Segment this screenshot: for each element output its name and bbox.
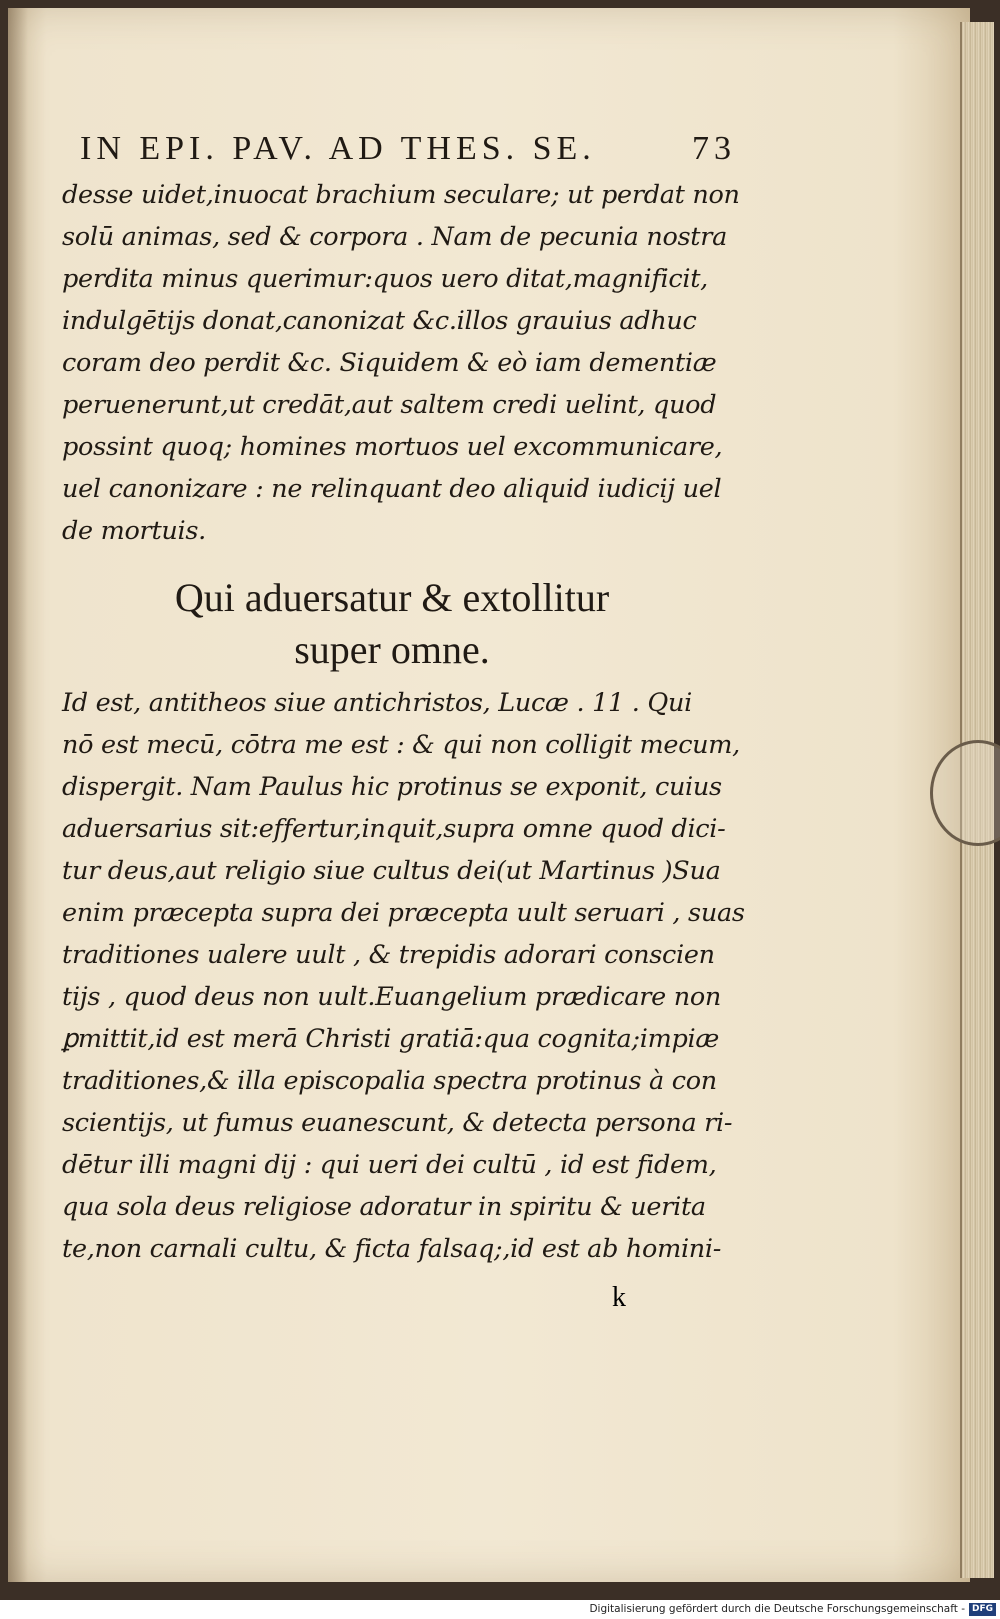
section-heading — [62, 572, 722, 676]
text-line: de mortuis. — [62, 516, 206, 546]
page-text-block — [62, 130, 745, 1270]
text-line: possint quoq; homines mortuos uel excommunicare, — [62, 432, 723, 462]
text-line: scientijs, ut fumus euanescunt, & detecta persona ri- — [62, 1108, 733, 1138]
text-line: solū animas, sed & corpora . Nam de pecunia nostra — [62, 222, 728, 252]
running-head-title: IN EPI. PAV. AD THES. SE. — [80, 130, 596, 167]
text-line: desse uidet,inuocat brachium seculare; ut perdat non — [62, 180, 740, 210]
text-line: tur deus,aut religio siue cultus dei(ut Martinus )Sua — [62, 856, 721, 886]
text-line: nō est mecū, cōtra me est : & qui non colligit mecum, — [62, 730, 740, 760]
text-line: dētur illi magni dij : qui ueri dei cultū , id est fidem, — [62, 1150, 717, 1180]
running-head — [80, 130, 736, 168]
spine-shadow — [8, 8, 28, 1582]
paragraph-bottom — [62, 682, 745, 1270]
text-line: coram deo perdit &c. Siquidem & eò iam dementiæ — [62, 348, 717, 378]
digitization-footer — [0, 1600, 1000, 1619]
text-line: Id est, antitheos siue antichristos, Lucæ . 11 . Qui — [62, 688, 692, 718]
section-heading-line-1: Qui aduersatur & extollitur — [174, 575, 610, 620]
text-line: dispergit. Nam Paulus hic protinus se exponit, cuius — [62, 772, 722, 802]
text-line: tijs , quod deus non uult.Euangelium prædicare non — [62, 982, 722, 1012]
signature-mark: k — [612, 1282, 626, 1313]
text-line: traditiones ualere uult , & trepidis adorari conscien — [62, 940, 715, 970]
text-line: ꝑmittit,id est merā Christi gratiā:qua cognita;impiæ — [62, 1024, 720, 1054]
text-line: indulgētijs donat,canonizat &c.illos grauius adhuc — [62, 306, 697, 336]
text-line: aduersarius sit:effertur,inquit,supra omne quod dici- — [62, 814, 726, 844]
text-line: traditiones,& illa episcopalia spectra protinus à con — [62, 1066, 717, 1096]
text-line: te,non carnali cultu, & ficta falsaq;,id est ab homini- — [62, 1234, 722, 1264]
dfg-logo: DFG — [969, 1603, 996, 1616]
paragraph-top — [62, 174, 740, 552]
text-line: enim præcepta supra dei præcepta uult seruari , suas — [62, 898, 745, 928]
footer-credit-text: Digitalisierung gefördert durch die Deutsche Forschungsgemeinschaft - — [589, 1603, 965, 1615]
section-heading-line-2: super omne. — [294, 627, 490, 672]
folio-number: 73 — [692, 130, 736, 167]
text-line: peruenerunt,ut credāt,aut saltem credi uelint, quod — [62, 390, 717, 420]
text-line: uel canonizare : ne relinquant deo aliquid iudicij uel — [62, 474, 722, 504]
text-line: qua sola deus religiose adoratur in spiritu & uerita — [62, 1192, 706, 1222]
text-line: perdita minus querimur:quos uero ditat,magnificit, — [62, 264, 708, 294]
